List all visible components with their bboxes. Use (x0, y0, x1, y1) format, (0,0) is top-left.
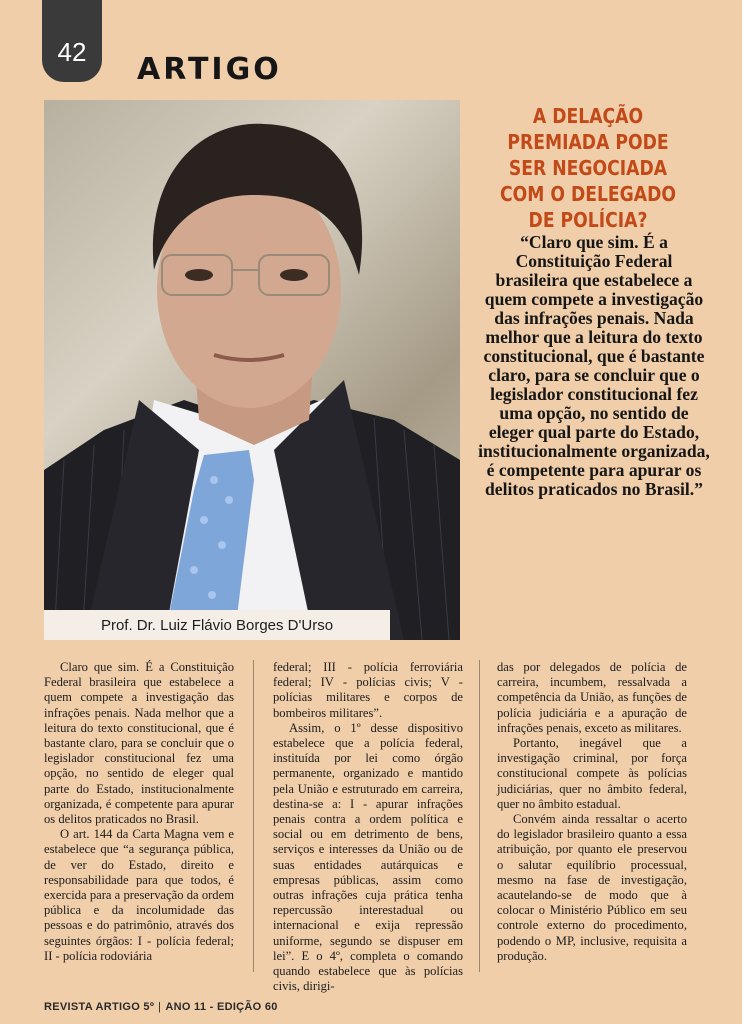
photo-caption: Prof. Dr. Luiz Flávio Borges D'Urso (100, 616, 334, 634)
article-headline: A DELAÇÃO PREMIADA PODE SER NEGOCIADA COM O DELEGADO DE POLÍCIA? (499, 104, 677, 232)
photo-caption-box (44, 610, 390, 640)
body-paragraph: das por delegados de polícia de carreira, incumbem, ressalvada a competência da União, as funções de polícia judiciária e a apuração de infrações penais, exceto as militares. (497, 660, 687, 735)
body-paragraph: Portanto, inegável que a investigação criminal, por força constitucional compete às polícias judiciárias, quer no âmbito federal, quer no âmbito estadual. (497, 736, 687, 811)
body-paragraph: O art. 144 da Carta Magna vem e estabelece que “a segurança pública, de ver do Estado, direito e responsabilidade para que todos, é exercida para a preservação da ordem pública e da incolumidade das pessoas e do patrimônio, através dos seguintes órgãos: I - polícia federal; II - polícia rodoviária (44, 827, 234, 963)
body-paragraph: Convém ainda ressaltar o acerto do legislador brasileiro quanto a essa atribuição, por quanto ele preservou o salutar equilíbrio processual, mesmo na fase de investigação, acautelando-se de modo que à colocar o Ministério Público em seu controle externo do procedimento, podendo o MP, inclusive, requisita a produção. (497, 812, 687, 963)
portrait-photo (44, 100, 460, 640)
footer-magazine: REVISTA ARTIGO 5º (44, 1001, 155, 1013)
body-paragraph: Assim, o 1º desse dispositivo estabelece que a polícia federal, instituída por lei como órgão permanente, organizado e mantido pela União e estruturado em carreira, destina-se a: I - apurar infrações penais contra a ordem política e social ou em detrimento de bens, serviços e interesses da União ou de suas entidades autárquicas e empresas públicas, assim como outras infrações cuja prática tenha repercussão interestadual ou internacional e exija repressão uniforme, segundo se dispuser em lei”. E o 4º, completa o comando quando estabelece que às polícias civis, dirigi- (273, 720, 463, 994)
pull-quote: “Claro que sim. É a Constituição Federal brasileira que estabelece a quem compete a investigação das infrações penais. Nada melhor que a leitura do texto constitucional, que é bastante claro, para se concluir que o legislador constitucional fez uma opção, no sentido de eleger qual parte do Estado, institucionalmente organizada, é competente para apurar os delitos praticados no Brasil.” (478, 232, 710, 499)
page-footer (44, 1001, 278, 1013)
section-title: ARTIGO (137, 52, 282, 87)
body-paragraph: Claro que sim. É a Constituição Federal brasileira que estabelece a quem compete a investigação das infrações penais. Nada melhor que a leitura do texto constitucional, que é bastante claro, para se concluir que o legislador constitucional fez uma opção, no sentido de eleger qual parte do Estado, institucionalmente organizada, é competente para apurar os delitos praticados no Brasil. (44, 660, 234, 827)
body-column-2 (273, 660, 463, 994)
portrait-illustration (44, 100, 460, 640)
footer-separator: | (158, 1001, 162, 1013)
page-number: 42 (57, 37, 87, 67)
page-number-tab (42, 0, 102, 82)
column-divider (479, 660, 480, 972)
column-divider (253, 660, 254, 972)
footer-issue: ANO 11 - EDIÇÃO 60 (165, 1001, 278, 1013)
body-column-3 (497, 660, 687, 964)
body-paragraph: federal; III - polícia ferroviária federal; IV - polícias civis; V - polícias militares e corpos de bombeiros militares”. (273, 660, 463, 720)
body-column-1 (44, 660, 234, 964)
